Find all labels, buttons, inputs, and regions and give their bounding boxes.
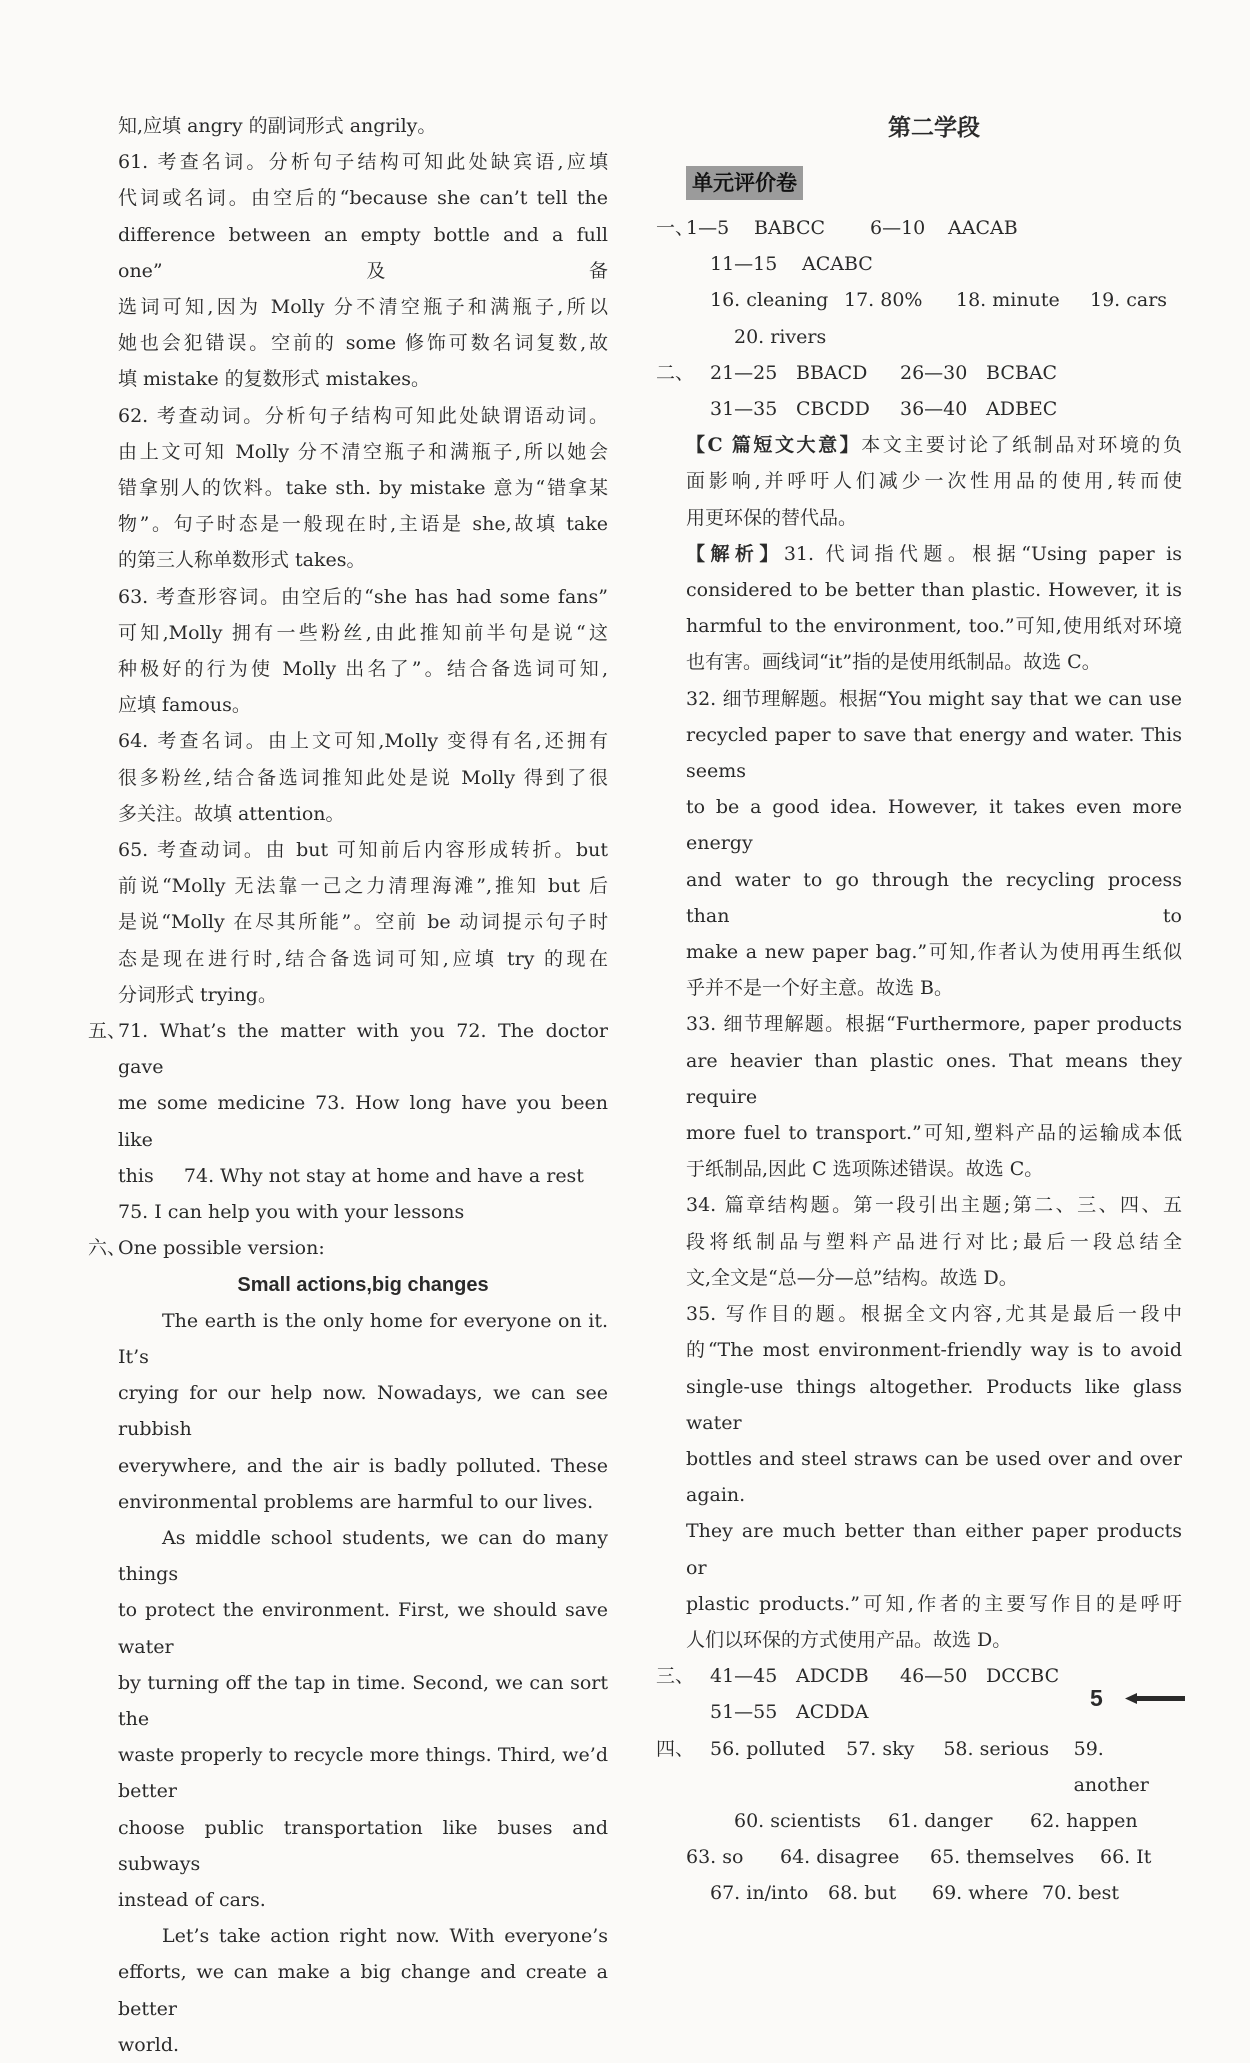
answer-67: 67. in/into [710, 1882, 809, 1905]
range: 36—40 [900, 398, 968, 421]
part-one [656, 210, 1182, 355]
answer-73: 73. How long have you been like [118, 1092, 608, 1151]
answer-62: 62. happen [1030, 1809, 1138, 1832]
essay-line: everywhere, and the air is badly polluted. These [118, 1454, 608, 1477]
text-line: 错拿别人的饮料。take sth. by mistake 意为“错拿某 [118, 477, 608, 500]
range: 41—45 [710, 1665, 778, 1688]
range: 51—55 [710, 1701, 778, 1724]
text-line: 32. 细节理解题。根据“You might say that we can use [686, 687, 1182, 710]
text-line: make a new paper bag.”可知,作者认为使用再生纸似 [686, 941, 1182, 964]
answer-61: 61. danger [888, 1809, 993, 1832]
essay-line: The earth is the only home for everyone on it. It’s [118, 1309, 608, 1368]
section-six [88, 1230, 608, 2063]
text-line: more fuel to transport.”可知,塑料产品的运输成本低 [686, 1122, 1182, 1145]
part-four [656, 1731, 1182, 1912]
answer-row [686, 355, 1182, 391]
text-line: 是说“Molly 在尽其所能”。空前 be 动词提示句子时 [118, 911, 608, 934]
essay-line: instead of cars. [118, 1888, 266, 1911]
essay-line: to protect the environment. First, we should save water [118, 1599, 608, 1658]
text-line: 文,全文是“总—分—总”结构。故选 D。 [686, 1266, 1018, 1289]
text-line: 34. 篇章结构题。第一段引出主题;第二、三、四、五 [686, 1194, 1182, 1217]
answer-60: 60. scientists [734, 1809, 862, 1832]
answer-71: 71. What’s the matter with you [118, 1020, 445, 1043]
range: 6—10 [870, 217, 926, 239]
essay-line: As middle school students, we can do many things [118, 1526, 608, 1586]
text-line: 65. 考查动词。由 but 可知前后内容形成转折。but [118, 839, 608, 862]
text-line: plastic products.”可知,作者的主要写作目的是呼吁 [686, 1592, 1182, 1615]
answers: ADBEC [986, 398, 1058, 421]
text-line: 前说“Molly 无法靠一己之力清理海滩”,推知 but 后 [118, 875, 608, 898]
range: 46—50 [900, 1665, 968, 1688]
answers: ACDDA [796, 1701, 869, 1724]
text-line: 代词或名词。由空后的“because she can’t tell the [118, 187, 608, 210]
answer-row [686, 319, 1182, 355]
answer-row [686, 246, 1182, 282]
essay-line: choose public transportation like buses and subways [118, 1816, 608, 1875]
answer-68: 68. but [828, 1882, 897, 1905]
section-five [88, 1013, 608, 1230]
section-label: 五、 [88, 1020, 127, 1043]
answers: BBACD [796, 361, 868, 384]
text-line: 种极好的行为使 Molly 出名了”。结合备选词可知, [118, 658, 608, 681]
part-three [656, 1658, 1182, 1730]
answer-row [686, 1694, 1182, 1730]
text-line: 态是现在进行时,结合备选词可知,应填 try 的现在 [118, 947, 608, 970]
essay-line: environmental problems are harmful to our lives. [118, 1490, 594, 1513]
answer-row [686, 210, 1182, 246]
answer-58: 58. serious [943, 1737, 1050, 1760]
text-line: and water to go through the recycling process than to [686, 868, 1182, 927]
range: 31—35 [710, 398, 778, 421]
answer-row [686, 1839, 1182, 1875]
answer-70: 70. best [1042, 1882, 1120, 1905]
text-line: 35. 写作目的题。根据全文内容,尤其是最后一段中 [686, 1303, 1182, 1326]
answer-74: 74. Why not stay at home and have a rest [183, 1164, 584, 1187]
answer-66: 66. It [1100, 1846, 1152, 1869]
text-line [686, 427, 1182, 463]
text-line: 33. 细节理解题。根据“Furthermore, paper products [686, 1013, 1182, 1036]
text-line: 段将纸制品与塑料产品进行对比;最后一段总结全 [686, 1230, 1182, 1253]
text-line [686, 536, 1182, 572]
text-line: bottles and steel straws can be used over and over again. [686, 1447, 1182, 1507]
answers: DCCBC [986, 1665, 1060, 1688]
answer-row [686, 1731, 1182, 1803]
section-label: 三、 [656, 1665, 695, 1688]
text-line: 63. 考查形容词。由空后的“she has had some fans” [118, 585, 608, 608]
answer-row [686, 1803, 1182, 1839]
analysis-text: 31. 代词指代题。根据“Using paper is [783, 542, 1182, 565]
essay-line: crying for our help now. Nowadays, we can see rubbish [118, 1382, 608, 1441]
essay-line: world. [118, 2033, 180, 2056]
badge-row [686, 162, 1182, 210]
answer-63: 63. so [686, 1846, 744, 1869]
answer-row [686, 1875, 1182, 1911]
section-title: 第二学段 [888, 115, 980, 141]
answer-75: 75. I can help you with your lessons [118, 1201, 465, 1224]
text-line: 的第三人称单数形式 takes。 [118, 549, 366, 572]
answer-59: 59. another [1073, 1737, 1149, 1796]
answer-17: 17. 80% [844, 289, 923, 312]
answers: BABCC [754, 217, 826, 239]
text-line: They are much better than either paper products or [686, 1520, 1182, 1579]
text-line: single-use things altogether. Products like glass water [686, 1375, 1182, 1434]
text-line: 面影响,并呼吁人们减少一次性用品的使用,转而使 [686, 470, 1182, 493]
text-line: considered to be better than plastic. However, it is [686, 579, 1182, 602]
answer-18: 18. minute [956, 289, 1060, 312]
essay-title: Small actions,big changes [237, 1273, 489, 1296]
text-line: 也有害。画线词“it”指的是使用纸制品。故选 C。 [686, 651, 1101, 674]
text-line: 分词形式 trying。 [118, 983, 277, 1006]
range: 1—5 [686, 217, 730, 239]
text-line: 61. 考查名词。分析句子结构可知此处缺宾语,应填 [118, 151, 608, 174]
text-line: harmful to the environment, too.”可知,使用纸对环境 [686, 615, 1182, 638]
section-label: 四、 [656, 1737, 695, 1760]
answers: BCBAC [986, 361, 1058, 384]
range: 11—15 [710, 253, 778, 276]
text-line: 由上文可知 Molly 分不清空瓶子和满瓶子,所以她会 [118, 440, 608, 463]
range: 26—30 [900, 361, 968, 384]
text-line: difference between an empty bottle and a full one”及备 [118, 223, 608, 282]
answer-line [118, 1158, 608, 1194]
answer-line [118, 1013, 608, 1085]
answers: ACABC [802, 253, 873, 276]
right-column [656, 108, 1182, 1912]
essay-line: waste properly to recycle more things. Third, we’d better [118, 1744, 608, 1803]
answer-64: 64. disagree [780, 1846, 900, 1869]
answer-row [686, 282, 1182, 318]
answer-57: 57. sky [846, 1737, 915, 1760]
text-line: 很多粉丝,结合备选词推知此处是说 Molly 得到了很 [118, 766, 608, 789]
essay-intro: One possible version: [118, 1237, 325, 1260]
text-line: 62. 考查动词。分析句子结构可知此处缺谓语动词。 [118, 404, 608, 427]
answer-19: 19. cars [1090, 289, 1168, 312]
text-line: 选词可知,因为 Molly 分不清空瓶子和满瓶子,所以 [118, 296, 608, 319]
text-line: 填 mistake 的复数形式 mistakes。 [118, 368, 430, 391]
answer-56: 56. polluted [710, 1737, 826, 1760]
essay-line: Let’s take action right now. With everyone’s [162, 1925, 608, 1948]
text-line: recycled paper to save that energy and water. This seems [686, 723, 1182, 783]
answer-65: 65. themselves [930, 1846, 1075, 1869]
text-line: 多关注。故填 attention。 [118, 802, 345, 825]
text-line: 物”。句子时态是一般现在时,主语是 she,故填 take [118, 513, 608, 536]
left-column [88, 108, 608, 2063]
part-two [656, 355, 1182, 427]
text-line: 人们以环保的方式使用产品。故选 D。 [686, 1628, 1012, 1651]
answer-16: 16. cleaning [710, 289, 829, 312]
answers: AACAB [948, 217, 1018, 239]
text-line: 的“The most environment-friendly way is to avoid [686, 1339, 1182, 1362]
section-label: 一、 [656, 217, 695, 239]
range: 21—25 [710, 361, 778, 384]
text-line: 于纸制品,因此 C 选项陈述错误。故选 C。 [686, 1158, 1044, 1181]
text-line: to be a good idea. However, it takes even more energy [686, 796, 1182, 855]
text-line: 她也会犯错误。空前的 some 修饰可数名词复数,故 [118, 332, 608, 355]
text-line: 可知,Molly 拥有一些粉丝,由此推知前半句是说“这 [118, 621, 608, 644]
answer-row [686, 391, 1182, 427]
answer-row [686, 1658, 1182, 1694]
essay-line: efforts, we can make a big change and create a better [118, 1961, 608, 2020]
text-line: 知,应填 angry 的副词形式 angrily。 [118, 115, 437, 137]
answer-72: 72. The doctor gave [118, 1020, 608, 1079]
unit-test-badge: 单元评价卷 [686, 166, 803, 200]
answers: CBCDD [796, 398, 870, 421]
answers: ADCDB [796, 1665, 869, 1688]
section-label: 六、 [88, 1237, 127, 1260]
section-label: 二、 [656, 361, 695, 384]
answer-73-cont: this [118, 1164, 154, 1187]
c-text: 本文主要讨论了纸制品对环境的负 [861, 434, 1182, 457]
arrow-left-icon [1125, 1693, 1185, 1704]
text-line: 乎并不是一个好主意。故选 B。 [686, 977, 954, 1000]
text-line: are heavier than plastic ones. That means they require [686, 1049, 1182, 1108]
answer-20: 20. rivers [734, 325, 827, 348]
answer-69: 69. where [932, 1882, 1029, 1905]
page-number: 5 [1090, 1685, 1103, 1711]
text-line: 应填 famous。 [118, 694, 251, 717]
essay-line: by turning off the tap in time. Second, we can sort the [118, 1671, 608, 1730]
answer-line [118, 1085, 608, 1157]
text-line: 用更环保的替代品。 [686, 506, 858, 529]
c-heading: 【C 篇短文大意】 [686, 434, 862, 457]
analysis-heading: 【解析】 [686, 542, 784, 565]
answer-line [118, 1194, 608, 1230]
text-line: 64. 考查名词。由上文可知,Molly 变得有名,还拥有 [118, 730, 608, 753]
answer-72-cont: me some medicine [118, 1092, 306, 1115]
